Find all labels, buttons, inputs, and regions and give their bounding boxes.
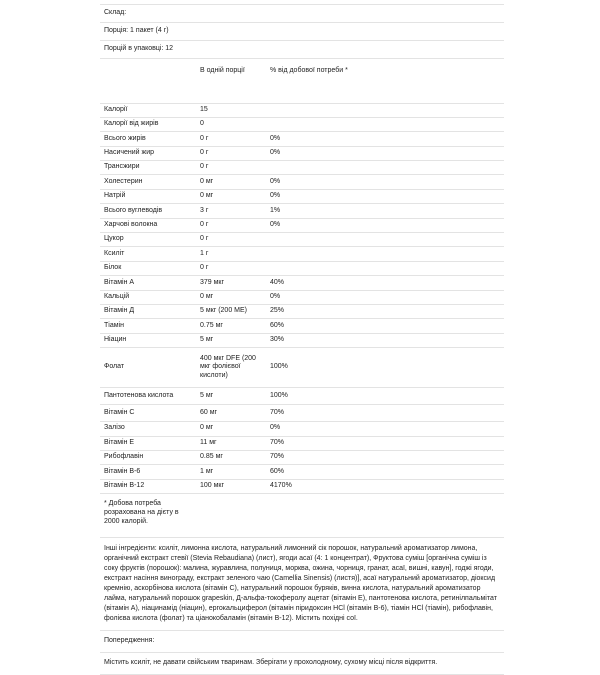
nutrient-amount: 0.85 мг (196, 450, 266, 464)
header-daily-value: % від добової потреби * (266, 59, 504, 103)
nutrient-amount: 5 мкг (200 МЕ) (196, 304, 266, 318)
nutrient-name: Ксиліт (100, 247, 196, 261)
nutrient-name: Тіамін (100, 319, 196, 333)
nutrient-amount: 3 г (196, 204, 266, 218)
nutrition-table (100, 59, 504, 538)
table-row (100, 175, 504, 189)
footnote-blank-1 (196, 494, 266, 538)
table-row (100, 450, 504, 464)
nutrient-daily-value: 1% (266, 204, 504, 218)
nutrient-amount: 5 мг (196, 333, 266, 347)
table-row (100, 261, 504, 275)
nutrient-daily-value (266, 161, 504, 175)
nutrient-name: Залізо (100, 422, 196, 436)
servings-per-pack: Порцій в упаковці: 12 (100, 41, 504, 59)
table-row (100, 247, 504, 261)
composition-label: Склад: (100, 5, 504, 23)
nutrient-amount: 0 мг (196, 290, 266, 304)
footnote-blank-2 (266, 494, 504, 538)
warning-title: Попередження: (100, 631, 504, 653)
nutrient-amount: 5 мг (196, 388, 266, 405)
nutrient-name: Калорії (100, 103, 196, 117)
nutrient-amount: 0 г (196, 132, 266, 146)
nutrient-daily-value: 30% (266, 333, 504, 347)
table-row (100, 465, 504, 479)
nutrient-name: Калорії від жирів (100, 117, 196, 131)
table-row (100, 189, 504, 203)
ingredients-text: Інші інгредієнти: ксиліт, лимонна кислота, натуральний лимонний сік порошок, натуральний ароматизатор лимона, органічний екстракт стевії (Stevia Rebaudiana) (лист), ягоди асаї (4: 1 концентрат), Фруктова суміш [органічна суміш із соку фруктів (порошок): малина, журавлина, полуниця, морква, ожина, чорниця, гранат, асаї, вишні, кавун], годжі ягоди, екстракт насіння винограду, екстракт зеленого чаю (Camellia Sinensis) (листя)], асаї натуральний ароматизатор, діоксид кремнію, аскорбінова кислота (вітамін С), натуральний порошок буряків, винна кислота, натуральний ароматизатор лайма, натуральний порошок grapeskin, Д-альфа-токоферолу ацетат (вітамін Е), пантотенова кислота, ретинілпальмітат (вітамін А), ніацинамід (ніацин), ергокальциферол (вітамін піридоксин HCl (вітамін В-6), тіамін HCl (тіамін), рибофлавін, фолієва кислота (фолат) та ціанокобаламін (вітамін В-12). Містить похідні сої. (100, 538, 504, 631)
table-row (100, 146, 504, 160)
nutrient-name: Ніацин (100, 333, 196, 347)
nutrient-name: Фолат (100, 348, 196, 388)
nutrient-amount: 60 мг (196, 405, 266, 422)
nutrient-name: Вітамін Д (100, 304, 196, 318)
warning-text: Містить ксиліт, не давати свійським тваринам. Зберігати у прохолодному, сухому місці після відкриття. (100, 653, 504, 675)
nutrient-name: Рибофлавін (100, 450, 196, 464)
nutrient-daily-value (266, 247, 504, 261)
nutrient-daily-value: 25% (266, 304, 504, 318)
nutrient-amount: 0 г (196, 261, 266, 275)
nutrient-name: Вітамін Е (100, 436, 196, 450)
nutrient-amount: 400 мкг DFE (200 мкг фолієвої кислоти) (196, 348, 266, 388)
table-row (100, 319, 504, 333)
table-row (100, 388, 504, 405)
nutrient-daily-value: 0% (266, 146, 504, 160)
nutrient-name: Трансжири (100, 161, 196, 175)
table-row (100, 422, 504, 436)
nutrient-name: Вітамін В-6 (100, 465, 196, 479)
table-row (100, 117, 504, 131)
nutrient-amount: 0 мг (196, 422, 266, 436)
nutrient-amount: 100 мкг (196, 479, 266, 493)
table-row (100, 233, 504, 247)
supplement-facts (100, 0, 504, 675)
nutrient-daily-value: 0% (266, 189, 504, 203)
table-row (100, 405, 504, 422)
table-row (100, 304, 504, 318)
header-blank (100, 59, 196, 103)
nutrient-name: Вітамін С (100, 405, 196, 422)
header-per-serving: В одній порції (196, 59, 266, 103)
nutrient-name: Всього вуглеводів (100, 204, 196, 218)
nutrient-daily-value (266, 117, 504, 131)
table-row (100, 290, 504, 304)
table-row (100, 218, 504, 232)
nutrient-daily-value: 0% (266, 422, 504, 436)
footnote-row (100, 494, 504, 538)
nutrient-name: Насичений жир (100, 146, 196, 160)
nutrient-amount: 0 (196, 117, 266, 131)
table-row (100, 436, 504, 450)
nutrient-amount: 379 мкг (196, 276, 266, 290)
nutrient-name: Натрій (100, 189, 196, 203)
nutrient-amount: 0 мг (196, 189, 266, 203)
nutrient-daily-value: 4170% (266, 479, 504, 493)
nutrient-name: Холестерин (100, 175, 196, 189)
nutrient-amount: 0 г (196, 218, 266, 232)
table-row (100, 161, 504, 175)
nutrient-daily-value: 70% (266, 436, 504, 450)
footnote: * Добова потреба розрахована на дієту в 2000 калорій. (100, 494, 196, 538)
nutrient-amount: 1 г (196, 247, 266, 261)
nutrient-amount: 0 г (196, 146, 266, 160)
nutrient-amount: 0.75 мг (196, 319, 266, 333)
table-row (100, 204, 504, 218)
table-row (100, 479, 504, 493)
nutrient-name: Цукор (100, 233, 196, 247)
nutrient-amount: 0 мг (196, 175, 266, 189)
nutrient-daily-value: 40% (266, 276, 504, 290)
nutrient-daily-value (266, 233, 504, 247)
table-row (100, 276, 504, 290)
nutrient-daily-value: 70% (266, 450, 504, 464)
table-row (100, 333, 504, 347)
nutrient-amount: 0 г (196, 233, 266, 247)
nutrient-name: Харчові волокна (100, 218, 196, 232)
nutrient-name: Білок (100, 261, 196, 275)
nutrient-daily-value: 0% (266, 132, 504, 146)
nutrient-name: Всього жирів (100, 132, 196, 146)
nutrient-daily-value: 60% (266, 465, 504, 479)
nutrient-amount: 15 (196, 103, 266, 117)
serving-size: Порція: 1 пакет (4 г) (100, 23, 504, 41)
nutrient-daily-value (266, 103, 504, 117)
nutrient-daily-value: 100% (266, 348, 504, 388)
nutrient-daily-value: 60% (266, 319, 504, 333)
nutrient-name: Вітамін А (100, 276, 196, 290)
table-row (100, 132, 504, 146)
nutrient-daily-value: 0% (266, 175, 504, 189)
nutrient-daily-value (266, 261, 504, 275)
nutrient-name: Кальцій (100, 290, 196, 304)
nutrient-daily-value: 0% (266, 218, 504, 232)
nutrient-daily-value: 100% (266, 388, 504, 405)
table-header (100, 59, 504, 103)
nutrient-daily-value: 70% (266, 405, 504, 422)
nutrient-amount: 0 г (196, 161, 266, 175)
nutrient-name: Вітамін В-12 (100, 479, 196, 493)
nutrient-amount: 11 мг (196, 436, 266, 450)
table-row (100, 103, 504, 117)
nutrient-amount: 1 мг (196, 465, 266, 479)
table-row (100, 348, 504, 388)
nutrient-daily-value: 0% (266, 290, 504, 304)
nutrient-name: Пантотенова кислота (100, 388, 196, 405)
